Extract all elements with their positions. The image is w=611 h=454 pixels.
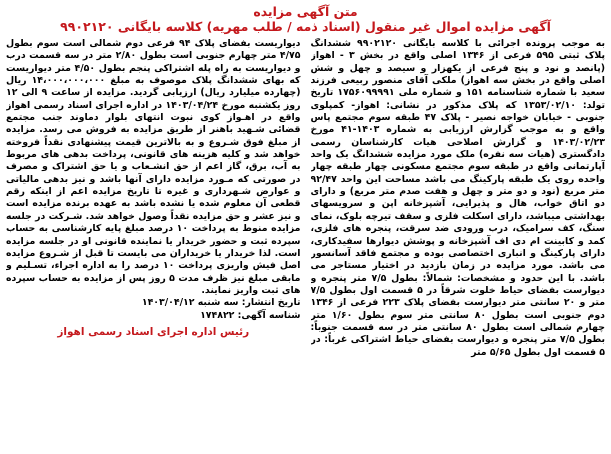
notice-subtitle: آگهی مزایده اموال غیر منقول (اسناد ذمه / طلب مهریه) کلاسه بایگانی ۹۹۰۲۱۲۰ bbox=[60, 19, 551, 34]
signature: رئیس اداره اجرای اسناد رسمی اهواز bbox=[57, 325, 250, 338]
notice-id-value: ۱۷۴۸۲۲ bbox=[200, 309, 235, 321]
publish-date-label: تاریخ انتشار: bbox=[241, 297, 301, 309]
notice-title: متن آگهی مزایده bbox=[253, 4, 358, 19]
notice-id-line bbox=[6, 310, 301, 322]
left-column-text: دیواریست بفضای پلاک ۹۴ فرعی دوم شمالی است سوم بطول ۴/۷۵ متر چهارم جنوبی است بطول ۲/۸۰ متر در سه قسمت درب و دیواریست به راه پله اشتراکی پنجم بطول ۴/۵۰ متر دیواریست که بهای ششدانگ پلاک موصوف به مبلغ ۱۴،۰۰۰،۰۰۰،۰۰۰ ریال (چهارده میلیارد ریال) ارزیابی گردید. مزایده از ساعت ۹ الی ۱۲ روز یکشنبه مورخ ۱۴۰۳/۰۴/۲۴ در اداره اجرای اسناد رسمی اهواز واقع در اهـواز کوی نبوت انتهای بلوار دماوند جنب مجتمع قضائی شـهید باهنر از طریق مزایده به فروش می رسد. مزایده از مبلغ فوق شـروع و به بالاترین قیمت پیشنهادی نقداً فروخته خواهد شد و کلیه هزینه های قانونی، پرداخت بدهی های مربوط به آب، برق، گاز اعم از حق انشـعاب و یا حق اشتراک و مصرف در صورتی که مـورد مزایده دارای آنها باشد و نیز بدهی مالیاتی و عوارض شـهرداری و غیره تا تاریخ مزایده اعم از اینکه رقم قطعی آن معلوم شده یا نشده باشد به عهده برنده مزایده است و نیز عشر و حق مزایده نقداً وصول خواهد شد. شـرکت در جلسه مزایده منوط به پرداخت ۱۰ درصد مبلغ پایه کارشناسی به حساب سپرده ثبت و حضور خریدار یا نماینده قانونی او در جلسه مزایده است. لذا خریدار یا خریداران می بایست تا قبل از شـروع مزایده اصل فیش واریزی پرداخت ۱۰ درصد را به اداره اجراء، تسـلیم و مابقی مبلغ نیز ظرف مدت ۵ روز پس از مزایده به حساب سپرده های ثبت واریز نمایند. bbox=[6, 38, 301, 296]
left-column bbox=[6, 38, 301, 450]
right-column bbox=[311, 38, 606, 450]
publish-date-line bbox=[6, 297, 301, 309]
right-column-text: به موجب پرونده اجرائی با کلاسه بایگانی ۹۹۰۲۱۲۰ ششدانگ پلاک ثبتی ۵۹۵ فرعی از ۱۳۴۶ اصلی واقع در بخش ۳ - اهواز (پانصد و نود و پنج فرعی از یکهزار و سیصد و چهل و شش اصلی واقع در بخش سه اهواز) ملکی آقای منصور ربیعی فرزند سعید با شماره شناسنامه ۱۵۱ و شماره ملی ۱۷۵۶۰۹۹۹۹۱ تاریخ تولد: ۱۳۵۳/۰۲/۱۰ که پلاک مذکور در نشانی: اهواز- کمپلوی جنوبی - خیابان خواجه نصیر - پلاک ۴۷ طبقه سوم مجتمع پاس واقع و به موجب گزارش ارزیابی به شماره ۱۴۰۳-۴۱ مورخ ۱۴۰۳/۰۲/۲۳ و گزارش اصلاحی هیات کارشناسان رسمی دادگستری (هیات سه نفره) ملک مورد مزایده ششدانگ یک واحد آپارتمانی واقع در طبقه سوم مجتمع مسکونی چهار طبقه چهار واحده روی یک طبقه پارکینگ می باشد مساحت این واحد ۹۲/۴۷ متر مربع (نود و دو متر و چهل و هفت صدم متر مربع) و دارای دو اتاق خواب، هال و پذیرایی، آشپزخانه اپن و سرویسهای بهداشتی میباشد، دارای اسکلت فلزی و سقف تیرچه بلوک، نمای سنگ، کف سرامیک، درب ورودی ضد سرقت، پنجره های فلزی، کمد و کابینت ام دی اف آشپزخانه و پوشش دیوارها سفیدکاری، دارای پارکینگ و انباری اختصاصی بوده و مجتمع فاقد آسانسور می باشد. مورد مزایده در زمان بازدید در اختیار مستاجر می باشد. با این حدود و مشخصات: شمالاً: بطول ۷/۵ متر پنجره و دیوارست بفضای حیاط خلوت شرقاً در ۵ قسمت اول بطول ۷/۵ متر و ۲۰ سانتی متر دیوارست بفضای پلاک ۲۲۳ فرعی از ۱۳۴۶ دوم جنوبی است بطول ۸۰ سانتی متر سوم بطول ۱/۶۰ متر چهارم شمالی است بطول ۸۰ سانتی متر در سه قسمت جنوباً: بطول ۷/۵ متر پنجره و دیوارست بفضای حیاط اشتراکی غرباً: در ۵ قسمت اول بطول ۵/۶۵ متر bbox=[310, 38, 605, 358]
notice-columns bbox=[6, 38, 605, 450]
notice-id-label: شناسه آگهی: bbox=[237, 309, 301, 321]
publish-date-value: سه شنبه ۱۴۰۳/۰۴/۱۲ bbox=[141, 297, 239, 309]
